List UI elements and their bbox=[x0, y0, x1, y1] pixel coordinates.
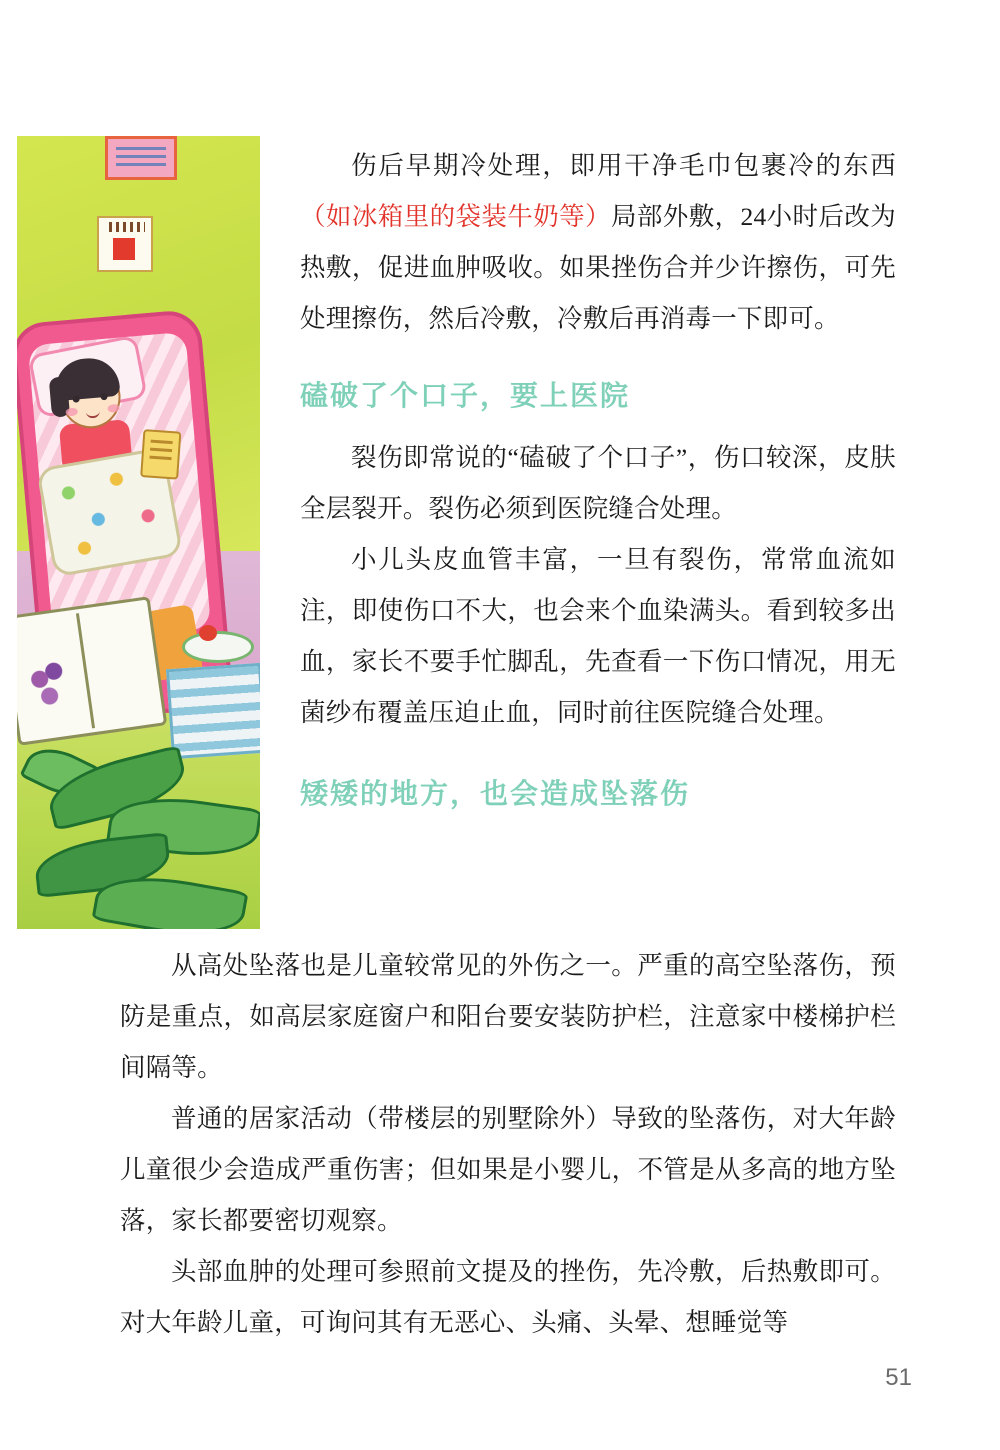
plant-leaves bbox=[25, 751, 260, 929]
right-text-column bbox=[300, 140, 896, 826]
wall-poster-icon bbox=[105, 136, 177, 180]
section-heading-1: 磕破了个口子，要上医院 bbox=[300, 380, 631, 411]
plate-shape bbox=[182, 631, 254, 663]
section2-paragraph-3: 头部血肿的处理可参照前文提及的挫伤，先冷敷，后热敷即可。对大年龄儿童，可询问其有无恶心、头痛、头晕、想睡觉等 bbox=[120, 1257, 896, 1337]
full-width-text-column bbox=[120, 940, 896, 1348]
section-heading-2: 矮矮的地方，也会造成坠落伤 bbox=[300, 778, 691, 809]
picture-title-lines bbox=[109, 222, 145, 232]
small-book-icon bbox=[140, 429, 181, 480]
intro-part1: 伤后早期冷处理，即用干净毛巾包裹冷的东西 bbox=[351, 151, 896, 180]
section1-paragraph-2: 小儿头皮血管丰富，一旦有裂伤，常常血流如注，即使伤口不大，也会来个血染满头。看到较多出血，家长不要手忙脚乱，先查看一下伤口情况，用无菌纱布覆盖压迫止血，同时前往医院缝合处理。 bbox=[300, 545, 896, 727]
section1-paragraph-1: 裂伤即常说的“磕破了个口子”，伤口较深，皮肤全层裂开。裂伤必须到医院缝合处理。 bbox=[300, 443, 896, 523]
page-number: 51 bbox=[885, 1364, 912, 1391]
cherry-icon bbox=[199, 625, 217, 641]
open-book-icon bbox=[17, 596, 167, 746]
picture-red-square bbox=[113, 238, 135, 260]
illustration-child-in-bed bbox=[17, 136, 260, 929]
section2-paragraph-2: 普通的居家活动（带楼层的别墅除外）导致的坠落伤，对大年龄儿童很少会造成严重伤害；但如果是小婴儿，不管是从多高的地方坠落，家长都要密切观察。 bbox=[120, 1104, 896, 1235]
framed-picture-icon bbox=[97, 216, 153, 272]
intro-paragraph bbox=[300, 140, 896, 344]
intro-part2: 局部外敷，24小时后改为热敷，促进血肿吸收。如果挫伤合并少许擦伤，可先处理擦伤，然后冷敷，冷敷后再消毒一下即可。 bbox=[300, 202, 897, 333]
striped-stool bbox=[166, 663, 260, 759]
section2-paragraph-1: 从高处坠落也是儿童较常见的外伤之一。严重的高空坠落伤，预防是重点，如高层家庭窗户和阳台要安装防护栏，注意家中楼梯护栏间隔等。 bbox=[120, 951, 896, 1082]
intro-highlight: （如冰箱里的袋装牛奶等） bbox=[300, 202, 611, 231]
